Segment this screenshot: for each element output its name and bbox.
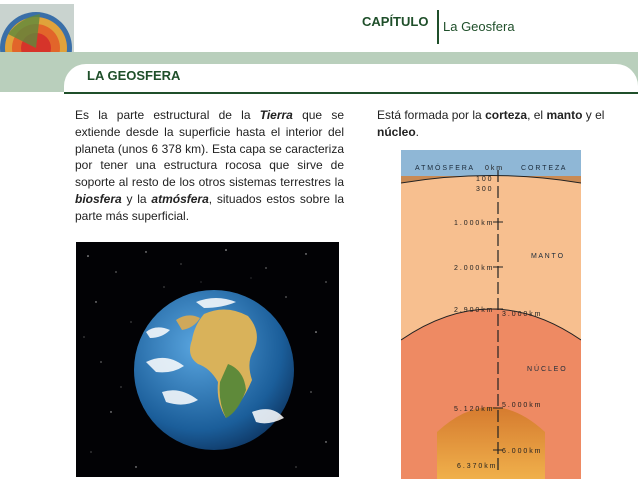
header-band: [0, 0, 638, 52]
label-depth-0: 0 k m: [485, 165, 503, 172]
label-depth-2000: 2 . 0 0 0 k m: [454, 265, 493, 272]
chapter-divider: [437, 10, 439, 44]
chapter-label: CAPÍTULO: [362, 14, 429, 29]
text-run: que se extiende desde la superficie hasta el interior del planeta (unos 6 378 km). Esta capa se caracteriza por tener una estructura rocosa que sirve de soporte al resto de los otros sistemas terrestres la: [75, 108, 344, 190]
text-run: , situados estos sobre la parte más superficial.: [75, 191, 345, 223]
label-nucleo: N Ú C L E O: [527, 366, 566, 373]
chapter-title: La Geosfera: [443, 19, 515, 34]
term-tierra: Tierra: [259, 108, 293, 122]
earth-photo: [76, 242, 339, 477]
text-run: , el: [527, 108, 547, 122]
section-rule: [64, 92, 638, 94]
term-nucleo: núcleo: [377, 124, 416, 139]
term-atmosfera: atmósfera: [151, 191, 209, 206]
section-title: LA GEOSFERA: [87, 68, 181, 83]
text-run: Está formada por la: [377, 108, 486, 122]
text-run: y el: [582, 108, 605, 122]
label-depth-6000: 6 . 0 0 0 k m: [502, 448, 541, 455]
label-atmosfera: A T M Ó S F E R A: [415, 165, 474, 172]
text-run: y la: [121, 191, 152, 206]
label-manto: M A N T O: [531, 253, 564, 260]
label-depth-5000: 5 . 0 0 0 k m: [502, 402, 541, 409]
text-run: .: [415, 124, 420, 139]
label-depth-300: 3 0 0: [476, 186, 492, 193]
left-paragraph: [75, 107, 344, 225]
label-depth-3000: 3 . 0 0 0 k m: [502, 311, 541, 318]
label-corteza: C O R T E Z A: [521, 165, 566, 172]
term-corteza: corteza: [485, 108, 528, 122]
earth-layers-diagram: [401, 150, 581, 479]
right-paragraph: [377, 107, 612, 141]
label-depth-5120: 5 . 1 2 0 k m: [454, 406, 493, 413]
label-depth-6370: 6 . 3 7 0 k m: [457, 463, 496, 470]
term-manto: manto: [546, 108, 583, 122]
text-run: Es la parte estructural de la: [75, 108, 260, 122]
label-depth-2900: 2 . 9 0 0 k m: [454, 307, 493, 314]
label-depth-100: 1 0 0: [476, 176, 492, 183]
label-depth-1000: 1 . 0 0 0 k m: [454, 220, 493, 227]
term-biosfera: biosfera: [75, 191, 122, 206]
